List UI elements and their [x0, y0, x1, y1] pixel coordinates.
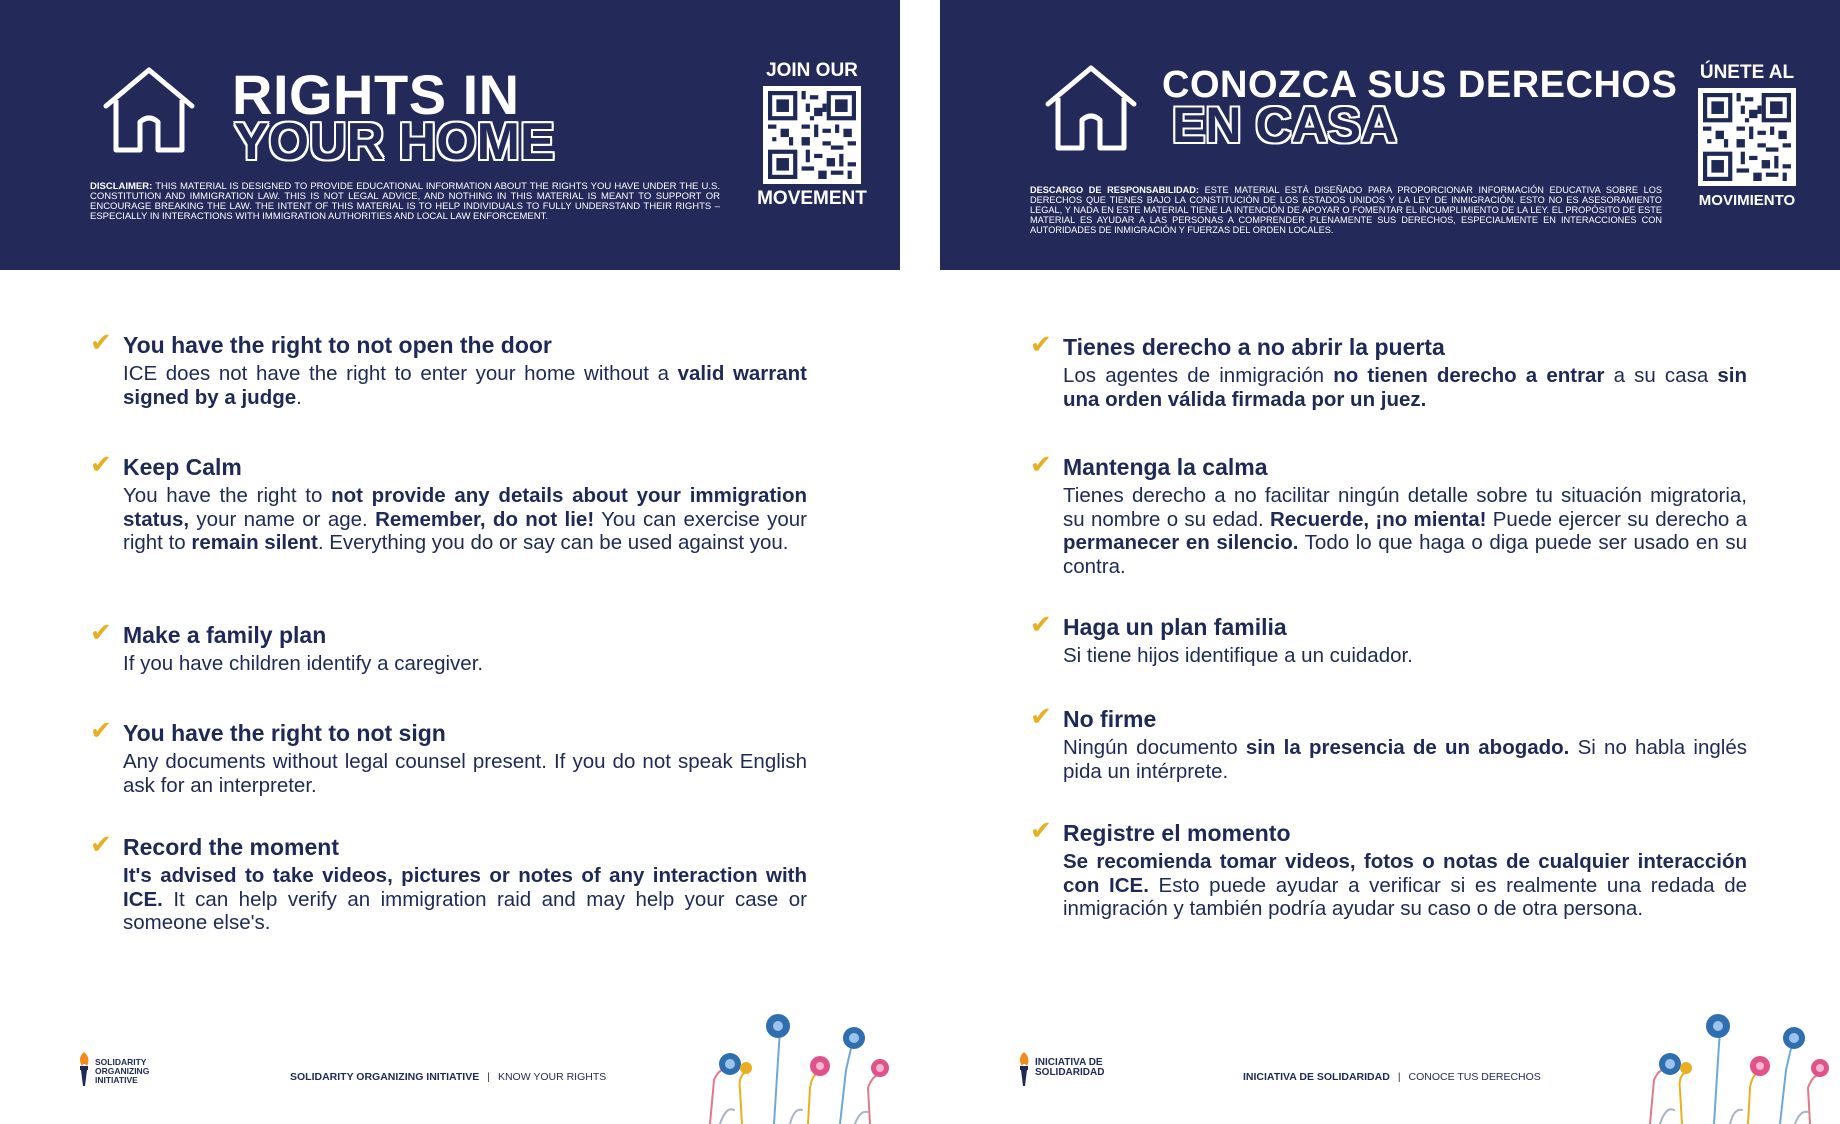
body-text: You can exercise your right to — [123, 507, 808, 554]
item-body — [123, 484, 807, 555]
house-icon — [1042, 62, 1140, 154]
item-title: You have the right to not sign — [123, 720, 446, 746]
body-text: It can help verify an immigration raid and may help your case or someone else's. — [123, 887, 807, 934]
emphasis-text: no tienen derecho a entrar — [1333, 364, 1605, 387]
emphasis-text: Recuerde, ¡no mienta! — [1269, 507, 1487, 531]
qr-block[interactable] — [757, 60, 867, 210]
emphasis-text: Remember, do not lie! — [375, 507, 595, 531]
torch-icon — [75, 1050, 93, 1088]
body-text: Los agentes de inmigración — [1063, 364, 1334, 387]
card-footer — [0, 1010, 900, 1124]
body-text: Esto puede ayudar a verificar si es realmente una redada de inmigración y también podría ayudar su caso o de otra persona. — [1063, 873, 1747, 920]
card-header — [0, 0, 900, 270]
emphasis-text: sin la presencia de un abogado. — [1245, 736, 1570, 759]
body-text: . Everything you do or say can be used against you. — [317, 531, 789, 554]
item-body — [123, 362, 807, 409]
item-title: Tienes derecho a no abrir la puerta — [1063, 334, 1445, 360]
body-text: Todo lo que haga o diga puede ser usado en su contra. — [1063, 531, 1747, 578]
body-text: You have the right to — [123, 484, 332, 507]
body-text: ICE does not have the right to enter your home without a — [123, 362, 678, 385]
org-logo — [1015, 1050, 1105, 1090]
body-text: your name or age. — [189, 507, 376, 531]
disclaimer — [1030, 185, 1662, 235]
qr-top-label: JOIN OUR — [766, 60, 858, 81]
qr-top-label: ÚNETE AL — [1699, 62, 1795, 83]
body-text: Ningún documento — [1063, 736, 1246, 759]
body-text: Puede ejercer su derecho a — [1486, 507, 1747, 531]
org-logo — [75, 1050, 165, 1090]
flower-hands-illustration — [1630, 1010, 1840, 1124]
disclaimer-label: DESCARGO DE RESPONSABILIDAD: — [1030, 185, 1199, 195]
logo-text: SOLIDARITY ORGANIZING INITIATIVE — [95, 1057, 150, 1085]
item-body — [1063, 364, 1747, 411]
item-title: Haga un plan familia — [1063, 614, 1287, 640]
footer-tagline: KNOW YOUR RIGHTS — [497, 1071, 607, 1083]
torch-icon — [1015, 1050, 1033, 1088]
disclaimer — [90, 182, 720, 222]
emphasis-text: It's advised to take videos, pictures or notes of any interaction with ICE. — [123, 864, 807, 911]
body-text: If you have children identify a caregiver. — [123, 652, 484, 675]
footer-org: INICIATIVA DE SOLIDARIDAD — [1243, 1071, 1390, 1083]
footer-org: SOLIDARITY ORGANIZING INITIATIVE — [290, 1071, 480, 1083]
footer-tagline: CONOCE TUS DERECHOS — [1408, 1071, 1541, 1083]
item-body — [1063, 484, 1747, 578]
disclaimer-text: ESTE MATERIAL ESTÁ DISEÑADO PARA PROPORCIONAR INFORMACIÓN EDUCATIVA SOBRE LOS DERECHOS QUE TIENES BAJO LA CONSTITUCIÓN DE LOS ESTADOS UNIDOS Y LA LEY DE INMIGRACIÓN. ESTO NO ES ASESORAMIENTO LEGAL, Y NADA EN ESTE MATERIAL TIENE LA INTENCIÓN DE APOYAR O FOMENTAR EL INCUMPLIMIENTO DE LA LEY. EL PROPÓSITO DE ESTE MATERIAL ES AYUDAR A LAS PERSONAS A COMPRENDER PLENAMENTE SUS DERECHOS, ESPECIALMENTE EN INTERACCIONES CON AUTORIDADES DE INMIGRACIÓN Y FUERZAS DEL ORDEN LOCALES. — [1030, 185, 1662, 235]
flower-hands-illustration — [690, 1010, 900, 1124]
item-body — [123, 750, 807, 797]
emphasis-text: not provide any details about your immigration status, — [123, 484, 808, 531]
footer-line — [1243, 1071, 1541, 1083]
body-text: Any documents without legal counsel present. If you do not speak English ask for an interpreter. — [123, 750, 807, 797]
logo-text: INICIATIVA DE SOLIDARIDAD — [1035, 1057, 1105, 1078]
check-icon: ✔ — [1030, 701, 1052, 731]
body-text: Si tiene hijos identifique a un cuidador. — [1063, 644, 1413, 667]
card-spanish — [940, 0, 1840, 1124]
body-text: Tienes derecho a no facilitar ningún detalle sobre tu situación migratoria, su nombre o su edad. — [1063, 484, 1747, 531]
qr-code[interactable] — [1698, 88, 1796, 186]
check-icon: ✔ — [1030, 449, 1052, 479]
qr-code[interactable] — [763, 86, 861, 184]
check-icon: ✔ — [1030, 815, 1052, 845]
title-line-2: YOUR HOME — [234, 113, 555, 171]
check-icon: ✔ — [90, 327, 112, 357]
title-line-2: EN CASA — [1172, 97, 1398, 153]
check-icon: ✔ — [90, 829, 112, 859]
item-title: No firme — [1063, 706, 1157, 732]
emphasis-text: remain silent — [191, 531, 318, 554]
emphasis-text: valid warrant signed by a judge — [123, 362, 808, 409]
card-footer — [940, 1010, 1840, 1124]
check-icon: ✔ — [90, 715, 112, 745]
check-icon: ✔ — [90, 617, 112, 647]
house-icon — [100, 64, 198, 156]
check-icon: ✔ — [1030, 329, 1052, 359]
item-title: Registre el momento — [1063, 820, 1291, 846]
card-english — [0, 0, 900, 1124]
item-title: Record the moment — [123, 834, 339, 860]
item-body — [123, 652, 807, 676]
check-icon: ✔ — [1030, 609, 1052, 639]
body-text: Si no habla inglés pida un intérprete. — [1063, 736, 1747, 783]
disclaimer-text: THIS MATERIAL IS DESIGNED TO PROVIDE EDUCATIONAL INFORMATION ABOUT THE RIGHTS YOU HAVE UNDER THE U.S. CONSTITUTION AND IMMIGRATION LAW. THIS IS NOT LEGAL ADVICE, AND NOTHING IN THIS MATERIAL IS MEANT TO SUPPORT OR ENCOURAGE BREAKING THE LAW. THE INTENT OF THIS MATERIAL IS TO HELP INDIVIDUALS TO FULLY UNDERSTAND THEIR RIGHTS – ESPECIALLY IN INTERACTIONS WITH IMMIGRATION AUTHORITIES AND LOCAL LAW ENFORCEMENT. — [90, 181, 720, 222]
qr-block[interactable] — [1692, 62, 1802, 212]
item-title: Mantenga la calma — [1063, 454, 1268, 480]
title-line-1: RIGHTS IN — [232, 63, 520, 126]
item-title: You have the right to not open the door — [123, 332, 552, 358]
qr-bottom-label: MOVIMIENTO — [1698, 192, 1796, 209]
disclaimer-label: DISCLAIMER: — [90, 181, 153, 192]
footer-separator: | — [487, 1071, 490, 1083]
emphasis-text: Se recomienda tomar videos, fotos o notas de cualquier interacción con ICE. — [1063, 850, 1747, 897]
item-body — [123, 864, 807, 935]
card-header — [940, 0, 1840, 270]
body-text: . — [296, 385, 302, 409]
emphasis-text: sin una orden válida firmada por un juez. — [1063, 364, 1748, 411]
footer-separator: | — [1397, 1071, 1401, 1083]
qr-bottom-label: MOVEMENT — [757, 188, 867, 209]
footer-line — [290, 1071, 606, 1083]
item-body — [1063, 644, 1747, 668]
item-title: Keep Calm — [123, 454, 242, 480]
body-text: a su casa — [1604, 364, 1718, 387]
item-body — [1063, 850, 1747, 921]
item-body — [1063, 736, 1747, 783]
emphasis-text: permanecer en silencio. — [1063, 531, 1299, 554]
check-icon: ✔ — [90, 449, 112, 479]
title-line-1: CONOZCA SUS DERECHOS — [1162, 64, 1678, 106]
item-title: Make a family plan — [123, 622, 327, 648]
